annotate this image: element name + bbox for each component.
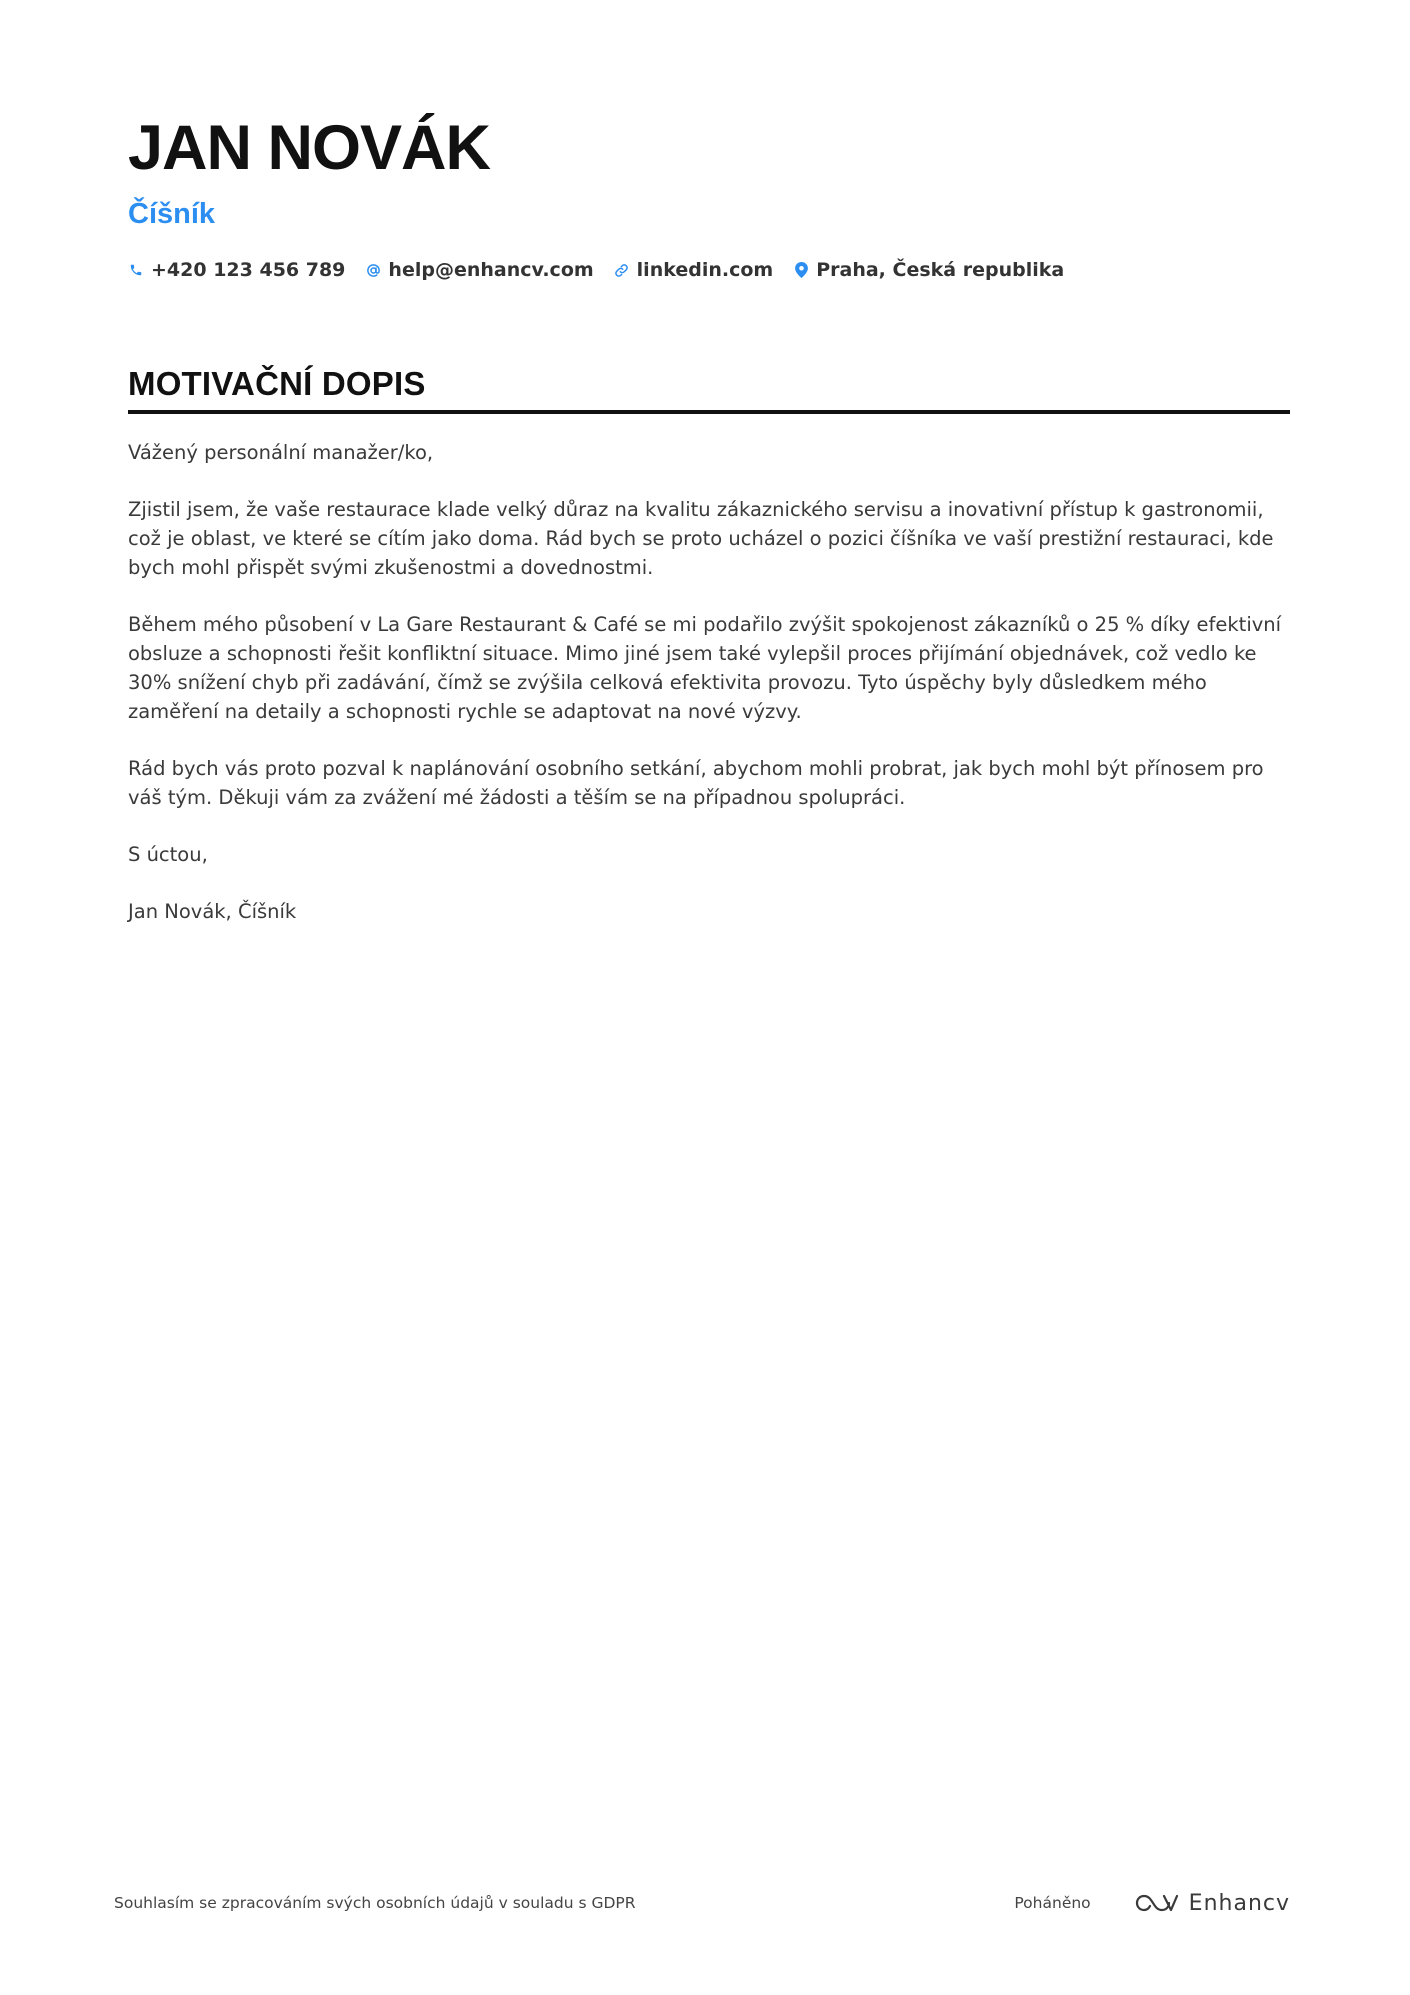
enhancv-logo-icon [1133,1891,1179,1915]
location-pin-icon [793,261,809,279]
applicant-name: JAN NOVÁK [128,113,491,183]
email-text: help@enhancv.com [388,259,594,281]
gdpr-consent: Souhlasím se zpracováním svých osobních údajů v souladu s GDPR [114,1894,636,1912]
link-icon [614,261,630,279]
powered-by [1014,1886,1290,1920]
contact-bar [128,256,1290,284]
phone-icon [128,261,144,279]
contact-location [793,259,1064,281]
paragraph-2: Během mého působení v La Gare Restaurant & Café se mi podařilo zvýšit spokojenost zákazníků o 25 % díky efektivní obsluze a schopnosti řešit konfliktní situace. Mimo jiné jsem také vylepšil proces přijímání objednávek, což vedlo ke 30% snížení chyb při zadávání, čímž se zvýšila celková efektivita provozu. Tyto úspěchy byly důsledkem mého zaměření na detaily a schopnosti rychle se adaptovat na nové výzvy. [128,613,1282,723]
location-text: Praha, Česká republika [816,259,1065,281]
salutation: Vážený personální manažer/ko, [128,441,434,464]
brand-name: Enhancv [1188,1890,1290,1916]
enhancv-brand[interactable] [1133,1891,1290,1916]
paragraph-1: Zjistil jsem, že vaše restaurace klade velký důraz na kvalitu zákaznického servisu a inovativní přístup k gastronomii, což je oblast, ve které se cítím jako doma. Rád bych se proto ucházel o pozici číšníka ve vaší prestižní restauraci, kde bych mohl přispět svými zkušenostmi a dovednostmi. [128,498,1274,579]
applicant-role: Číšník [128,198,216,230]
powered-by-label: Poháněno [1014,1894,1091,1912]
section-divider [128,410,1290,414]
paragraph-3: Rád bych vás proto pozval k naplánování osobního setkání, abychom mohli probrat, jak bych mohl být přínosem pro váš tým. Děkuji vám za zvážení mé žádosti a těším se na případnou spolupráci. [128,757,1264,809]
closing: S úctou, [128,843,208,866]
signature: Jan Novák, Číšník [128,900,297,923]
section-title: MOTIVAČNÍ DOPIS [128,365,426,402]
contact-linkedin[interactable] [614,259,774,281]
letter-content [128,112,1290,954]
linkedin-text: linkedin.com [636,259,774,281]
contact-phone[interactable] [128,259,345,281]
letter-body [128,438,1290,926]
contact-email[interactable] [365,259,593,281]
at-icon [365,261,381,279]
phone-text: +420 123 456 789 [151,259,346,281]
